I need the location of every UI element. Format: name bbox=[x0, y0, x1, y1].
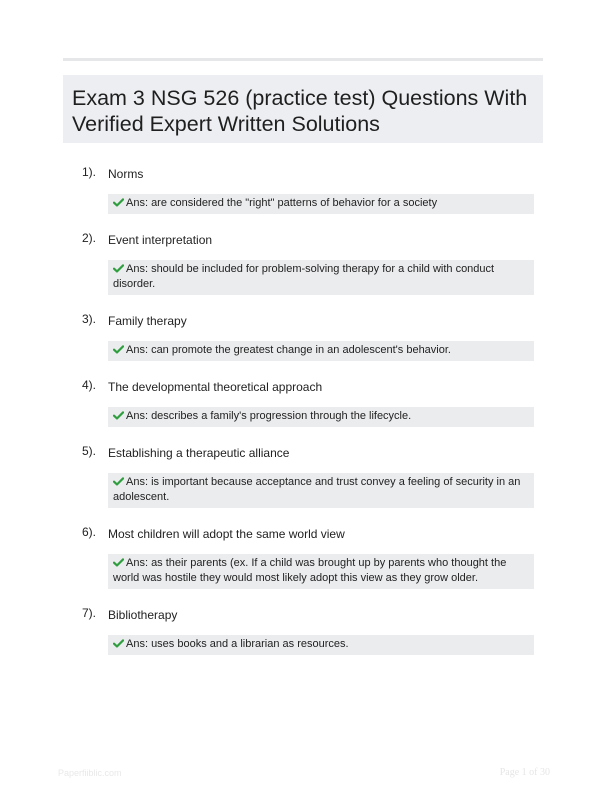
answer-text: Ans: can promote the greatest change in an adolescent's behavior. bbox=[126, 344, 451, 356]
qa-item bbox=[0, 311, 606, 361]
question-number: 2). bbox=[82, 231, 97, 245]
qa-item bbox=[0, 605, 606, 655]
qa-item bbox=[0, 443, 606, 508]
question-number: 4). bbox=[82, 378, 97, 392]
question-text: Norms bbox=[108, 167, 144, 181]
qa-item bbox=[0, 230, 606, 295]
question-text: The developmental theoretical approach bbox=[108, 380, 323, 394]
question-text: Event interpretation bbox=[108, 233, 213, 247]
answer-box bbox=[108, 260, 534, 295]
qa-item bbox=[0, 164, 606, 214]
check-icon bbox=[113, 477, 124, 486]
question-number: 1). bbox=[82, 165, 97, 179]
check-icon bbox=[113, 345, 124, 354]
question-number: 5). bbox=[82, 444, 97, 458]
check-icon bbox=[113, 639, 124, 648]
question-number: 3). bbox=[82, 312, 97, 326]
check-icon bbox=[113, 198, 124, 207]
check-icon bbox=[113, 558, 124, 567]
question-number: 7). bbox=[82, 606, 97, 620]
footer-watermark: Paperfiiblic.com bbox=[58, 768, 122, 778]
answer-text: Ans: is important because acceptance and trust convey a feeling of security in an adolescent. bbox=[113, 476, 521, 503]
question-text: Most children will adopt the same world view bbox=[108, 527, 345, 541]
answer-text: Ans: are considered the "right" patterns of behavior for a society bbox=[126, 197, 438, 209]
question-number: 6). bbox=[82, 525, 97, 539]
qa-item bbox=[0, 377, 606, 427]
answer-box bbox=[108, 341, 534, 361]
answer-box bbox=[108, 407, 534, 427]
page-number: Page 1 of 30 bbox=[499, 767, 550, 778]
question-text: Family therapy bbox=[108, 314, 187, 328]
check-icon bbox=[113, 411, 124, 420]
question-text: Establishing a therapeutic alliance bbox=[108, 446, 290, 460]
answer-text: Ans: should be included for problem-solving therapy for a child with conduct disorder. bbox=[113, 263, 495, 290]
check-icon bbox=[113, 264, 124, 273]
answer-box bbox=[108, 554, 534, 589]
title-box bbox=[63, 75, 543, 143]
qa-list bbox=[0, 164, 606, 671]
qa-item bbox=[0, 524, 606, 589]
answer-box bbox=[108, 473, 534, 508]
answer-text: Ans: describes a family's progression through the lifecycle. bbox=[126, 410, 412, 422]
answer-text: Ans: uses books and a librarian as resources. bbox=[126, 638, 349, 650]
question-text: Bibliotherapy bbox=[108, 608, 178, 622]
answer-text: Ans: as their parents (ex. If a child was brought up by parents who thought the world was hostile they would most likely adopt this view as they grow older. bbox=[113, 557, 507, 584]
answer-box bbox=[108, 635, 534, 655]
top-rule bbox=[63, 58, 543, 61]
page-title: Exam 3 NSG 526 (practice test) Questions With Verified Expert Written Solutions bbox=[72, 86, 528, 136]
answer-box bbox=[108, 194, 534, 214]
